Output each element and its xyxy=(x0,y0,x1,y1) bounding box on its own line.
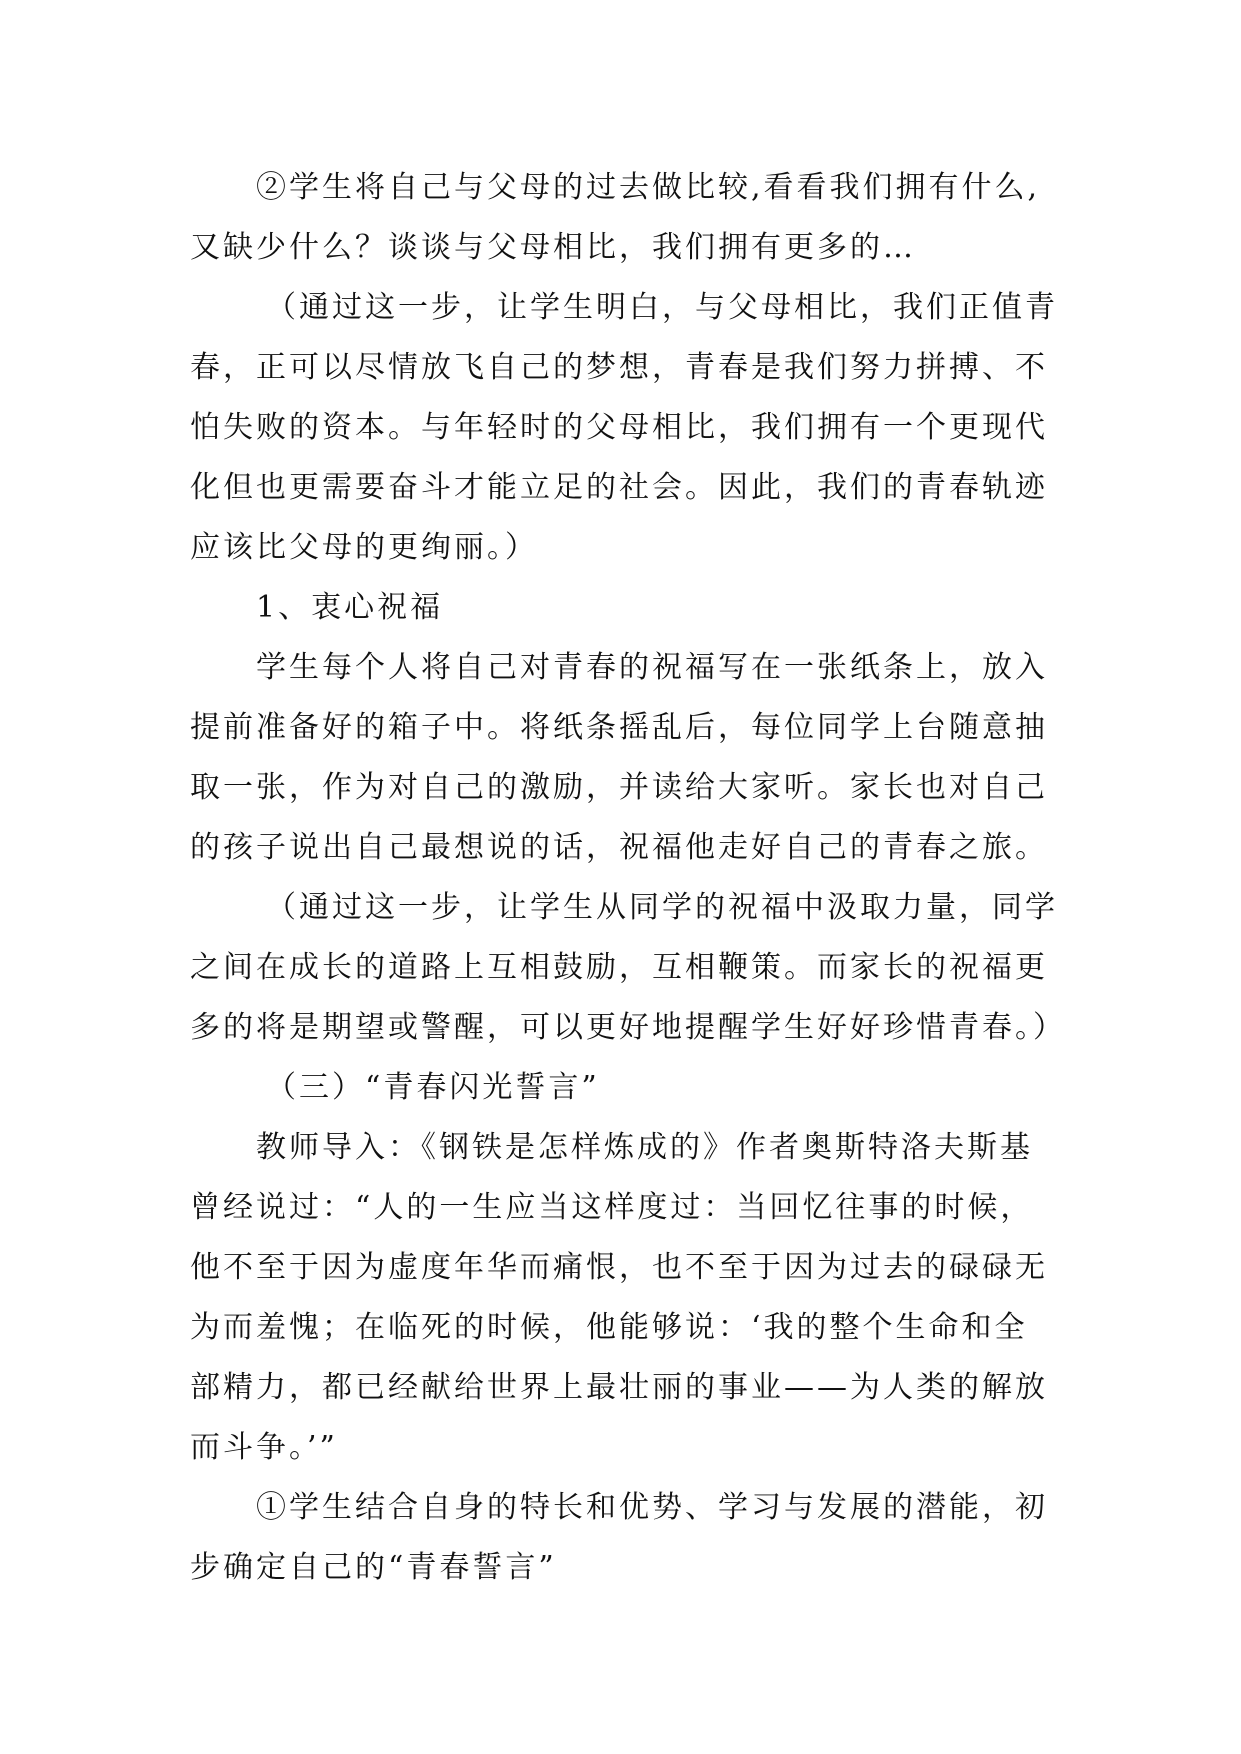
paragraph-line: 之间在成长的道路上互相鼓励，互相鞭策。而家长的祝福更 xyxy=(190,950,1048,985)
section-heading: 1、衷心祝福 xyxy=(256,590,444,625)
paragraph-line: 应该比父母的更绚丽。） xyxy=(190,530,538,565)
paragraph-line: （通过这一步，让学生明白，与父母相比，我们正值青 xyxy=(266,290,1058,325)
paragraph-line: 多的将是期望或警醒，可以更好地提醒学生好好珍惜青春。） xyxy=(190,1010,1066,1045)
paragraph-line: 曾经说过：“人的一生应当这样度过：当回忆往事的时候， xyxy=(190,1190,1034,1225)
paragraph-line: 而斗争。’” xyxy=(190,1430,338,1465)
paragraph-line: 学生每个人将自己对青春的祝福写在一张纸条上，放入 xyxy=(256,650,1048,685)
paragraph-line: 春，正可以尽情放飞自己的梦想，青春是我们努力拼搏、不 xyxy=(190,350,1048,385)
paragraph-line: 怕失败的资本。与年轻时的父母相比，我们拥有一个更现代 xyxy=(190,410,1048,445)
paragraph-line: 部精力，都已经献给世界上最壮丽的事业——为人类的解放 xyxy=(190,1370,1048,1405)
paragraph-line: 化但也更需要奋斗才能立足的社会。因此，我们的青春轨迹 xyxy=(190,470,1048,505)
paragraph-line: 他不至于因为虚度年华而痛恨，也不至于因为过去的碌碌无 xyxy=(190,1250,1048,1285)
paragraph-line: 的孩子说出自己最想说的话，祝福他走好自己的青春之旅。 xyxy=(190,830,1048,865)
paragraph-line: 为而羞愧；在临死的时候，他能够说：‘我的整个生命和全 xyxy=(190,1310,1028,1345)
paragraph-line: ①学生结合自身的特长和优势、学习与发展的潜能，初 xyxy=(256,1490,1048,1525)
paragraph-line: ②学生将自己与父母的过去做比较,看看我们拥有什么, xyxy=(256,170,1041,205)
paragraph-line: （通过这一步，让学生从同学的祝福中汲取力量，同学 xyxy=(266,890,1058,925)
paragraph-line: 教师导入：《钢铁是怎样炼成的》作者奥斯特洛夫斯基 xyxy=(256,1130,1033,1165)
paragraph-line: 又缺少什么？谈谈与父母相比，我们拥有更多的… xyxy=(190,230,916,265)
section-heading: （三）“青春闪光誓言” xyxy=(266,1070,600,1105)
paragraph-line: 取一张，作为对自己的激励，并读给大家听。家长也对自己 xyxy=(190,770,1048,805)
paragraph-line: 提前准备好的箱子中。将纸条摇乱后，每位同学上台随意抽 xyxy=(190,710,1048,745)
paragraph-line: 步确定自己的“青春誓言” xyxy=(190,1550,557,1585)
